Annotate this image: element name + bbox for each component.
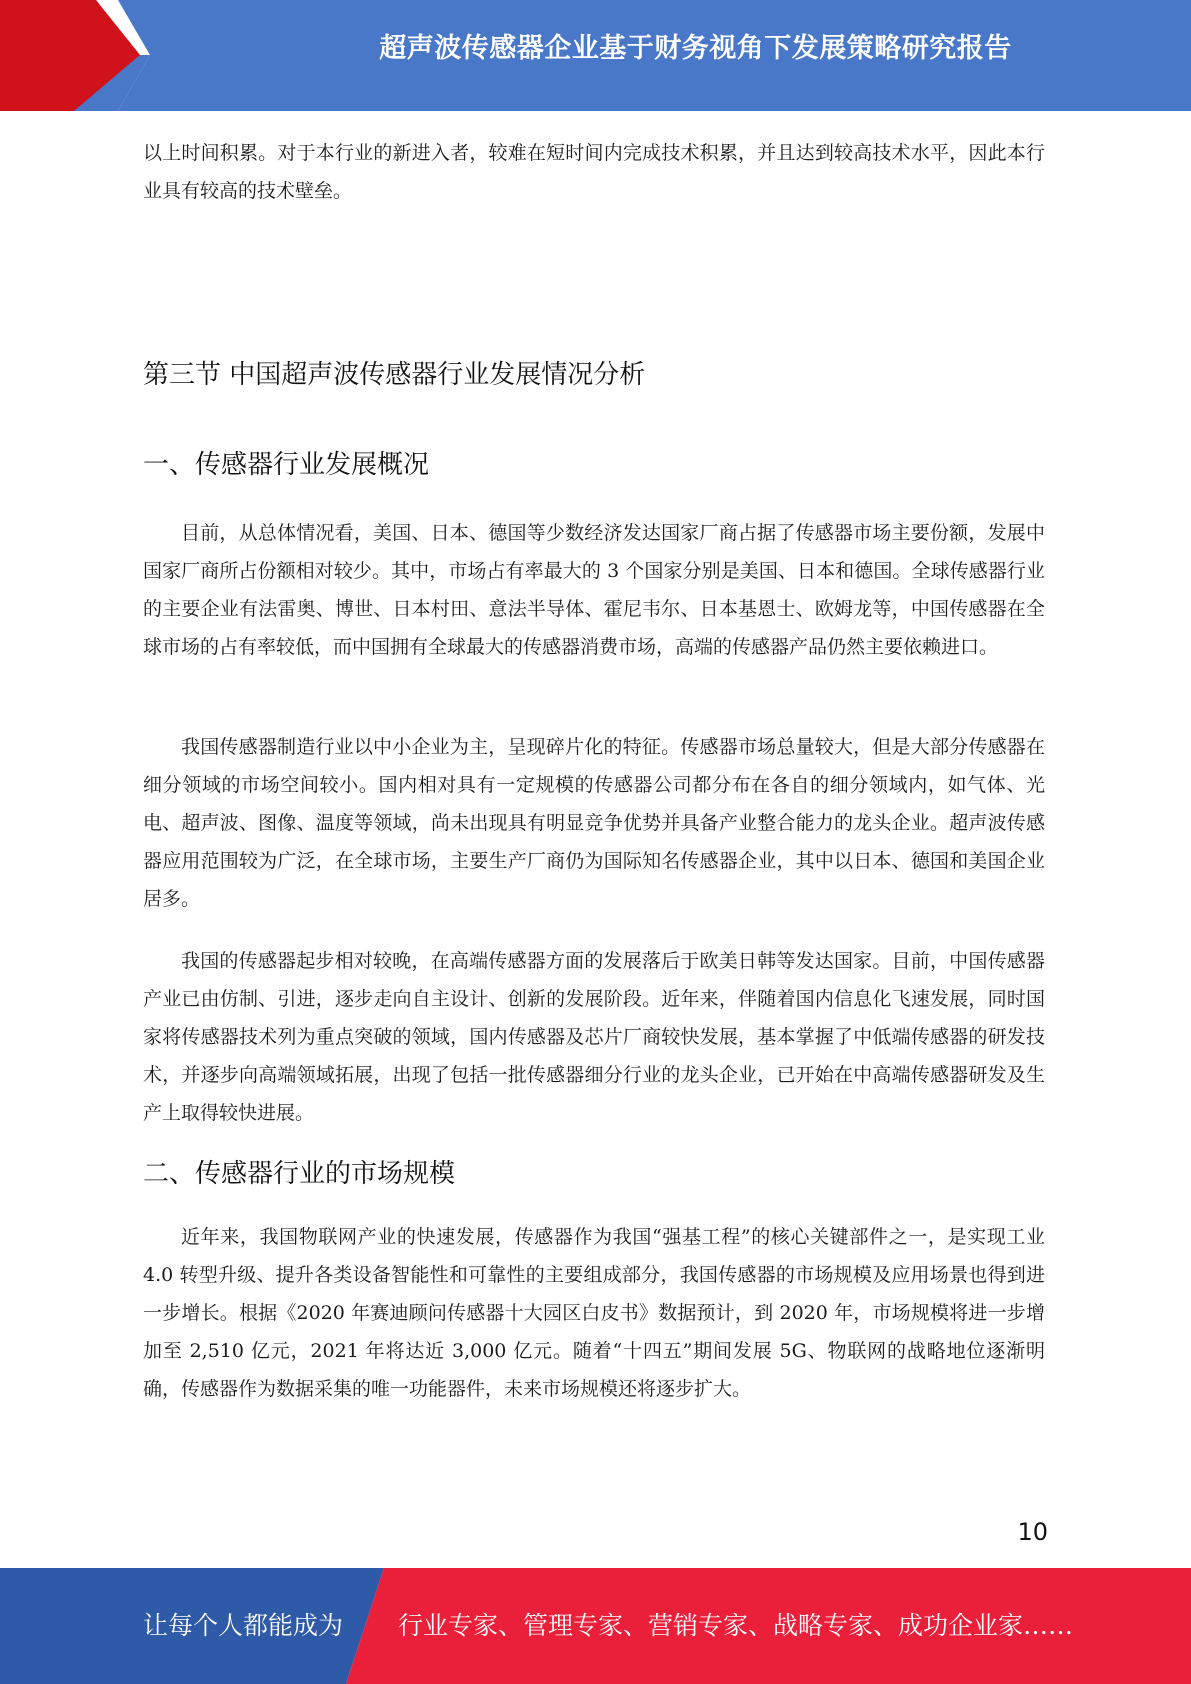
subsection-title-market-size: 二、传感器行业的市场规模 xyxy=(143,1159,456,1189)
page-number: 10 xyxy=(1017,1518,1048,1546)
body-paragraph: 目前，从总体情况看，美国、日本、德国等少数经济发达国家厂商占据了传感器市场主要份额，发展中国家厂商所占份额相对较少。其中，市场占有率最大的 3 个国家分别是美国、日本和德国。全球传感器行业的主要企业有法雷奥、博世、日本村田、意法半导体、霍尼韦尔、日本基恩士、欧姆龙等，中国传感器在全球市场的占有率较低，而中国拥有全球最大的传感器消费市场，高端的传感器产品仍然主要依赖进口。 xyxy=(143,522,1045,658)
section-title: 第三节 中国超声波传感器行业发展情况分析 xyxy=(143,360,646,390)
subsection-title-overview: 一、传感器行业发展概况 xyxy=(143,450,430,480)
footer-slogan-left: 让每个人都能成为 xyxy=(143,1611,344,1640)
subsection-overview-body-3 xyxy=(143,942,1045,1132)
body-paragraph: 我国传感器制造行业以中小企业为主，呈现碎片化的特征。传感器市场总量较大，但是大部分传感器在细分领域的市场空间较小。国内相对具有一定规模的传感器公司都分布在各自的细分领域内，如气体、光电、超声波、图像、温度等领域，尚未出现具有明显竞争优势并具备产业整合能力的龙头企业。超声波传感器应用范围较为广泛，在全球市场，主要生产厂商仍为国际知名传感器企业，其中以日本、德国和美国企业居多。 xyxy=(143,736,1045,910)
body-paragraph: 我国的传感器起步相对较晚，在高端传感器方面的发展落后于欧美日韩等发达国家。目前，中国传感器产业已由仿制、引进，逐步走向自主设计、创新的发展阶段。近年来，伴随着国内信息化飞速发展，同时国家将传感器技术列为重点突破的领域，国内传感器及芯片厂商较快发展，基本掌握了中低端传感器的研发技术，并逐步向高端领域拓展，出现了包括一批传感器细分行业的龙头企业，已开始在中高端传感器研发及生产上取得较快进展。 xyxy=(143,950,1045,1124)
intro-paragraph: 以上时间积累。对于本行业的新进入者，较难在短时间内完成技术积累，并且达到较高技术水平，因此本行业具有较高的技术壁垒。 xyxy=(143,142,1045,202)
intro-block xyxy=(143,134,1045,210)
page-header xyxy=(0,0,1191,111)
page-footer xyxy=(0,1568,1191,1684)
body-paragraph: 近年来，我国物联网产业的快速发展，传感器作为我国“强基工程”的核心关键部件之一，是实现工业 4.0 转型升级、提升各类设备智能性和可靠性的主要组成部分，我国传感器的市场规模及应用场景也得到进一步增长。根据《2020 年赛迪顾问传感器十大园区白皮书》数据预计，到 2020 年，市场规模将进一步增加至 2,510 亿元，2021 年将达近 3,000 亿元。随着“十四五”期间发展 5G、物联网的战略地位逐渐明确，传感器作为数据采集的唯一功能器件，未来市场规模还将逐步扩大。 xyxy=(143,1226,1045,1400)
subsection-overview-body-2 xyxy=(143,728,1045,918)
report-title: 超声波传感器企业基于财务视角下发展策略研究报告 xyxy=(379,33,1012,64)
subsection-market-body xyxy=(143,1218,1045,1408)
subsection-overview-body xyxy=(143,514,1045,666)
footer-slogan-right: 行业专家、管理专家、营销专家、战略专家、成功企业家…… xyxy=(398,1611,1074,1640)
